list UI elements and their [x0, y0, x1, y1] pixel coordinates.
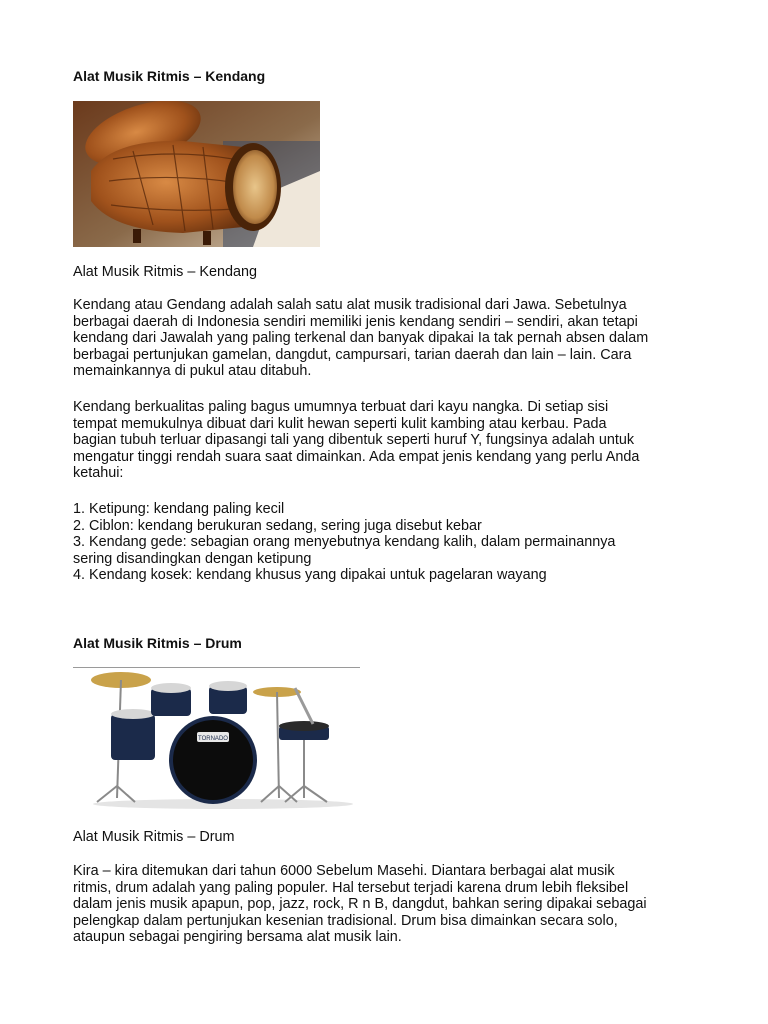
- kendang-types-list: 1. Ketipung: kendang paling kecil 2. Ciblon: kendang berukuran sedang, sering juga disebut kebar 3. Kendang gede: sebagian orang menyebutnya kendang kalih, dalam permainannya sering disandingkan dengan ketipung 4. Kendang kosek: kendang khusus yang dipakai untuk pagelaran wayang: [73, 501, 616, 584]
- paragraph-kendang-1: Kendang atau Gendang adalah salah satu alat musik tradisional dari Jawa. Sebetulnya berbagai daerah di Indonesia sendiri memiliki jenis kendang sendiri – sendiri, akan tetapi kendang dari Jawalah yang paling terkenal dan banyak dipakai Ia tak pernah absen dalam berbagai pertunjukan gamelan, dangdut, campursari, tarian daerah dan lain – lain. Cara memainkannya di pukul atau ditabuh.: [73, 297, 649, 380]
- drum-kit-image: [73, 668, 360, 810]
- section-heading-kendang: Alat Musik Ritmis – Kendang: [73, 68, 266, 84]
- paragraph-kendang-2: Kendang berkualitas paling bagus umumnya terbuat dari kayu nangka. Di setiap sisi tempat memukulnya dibuat dari kulit hewan seperti kulit kambing atau kerbau. Pada bagian tubuh terluar dipasangi tali yang dibentuk seperti huruf Y, fungsinya adalah untuk mengatur tinggi rendah suara saat dimainkan. Ada empat jenis kendang yang perlu Anda ketahui:: [73, 399, 640, 482]
- image-caption-drum: Alat Musik Ritmis – Drum: [73, 829, 235, 845]
- section-heading-drum: Alat Musik Ritmis – Drum: [73, 635, 242, 651]
- kendang-image: [73, 101, 320, 247]
- drum-brand-label: TORNADO: [198, 736, 228, 742]
- image-caption-kendang: Alat Musik Ritmis – Kendang: [73, 264, 257, 280]
- paragraph-drum-1: Kira – kira ditemukan dari tahun 6000 Sebelum Masehi. Diantara berbagai alat musik ritmis, drum adalah yang paling populer. Hal tersebut terjadi karena drum lebih fleksibel dalam jenis musik apapun, pop, jazz, rock, R n B, dangdut, bahkan sering dipakai sebagai pelengkap dalam pertunjukan kesenian tradisional. Drum bisa dimainkan secara solo, ataupun sebagai pengiring bersama alat musik lain.: [73, 863, 647, 946]
